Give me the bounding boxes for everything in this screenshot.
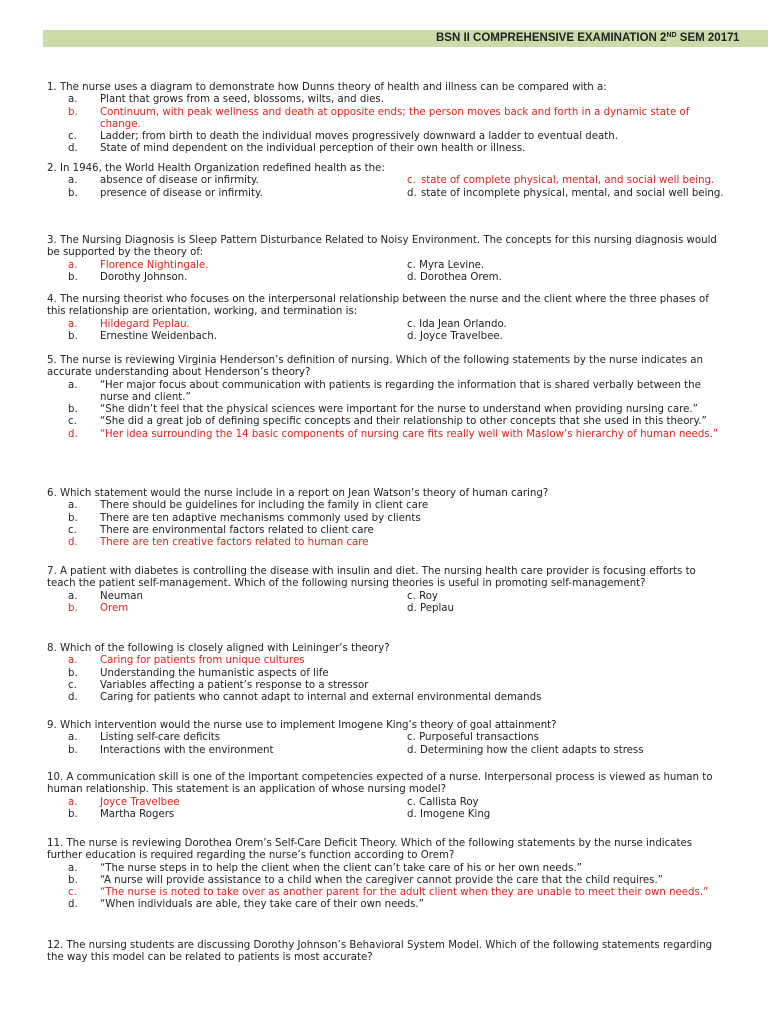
question-8 [47, 643, 727, 704]
option-a-answer: a. Florence Nightingale. [68, 259, 209, 271]
option-c: c. Ladder; from birth to death the individual moves progressively downward a ladder to eventual death. [68, 131, 618, 143]
option-b-answer: b. Continuum, with peak wellness and death at opposite ends; the person moves back and forth in a dynamic state of change. [68, 106, 690, 130]
page-number: 1 [733, 32, 740, 44]
question-3 [47, 235, 727, 284]
option-a-answer: a. Caring for patients from unique cultures [68, 655, 305, 667]
option-b: b. Ernestine Weidenbach. [68, 330, 218, 342]
option-c: c. Myra Levine. [407, 259, 485, 271]
option-d: d. Caring for patients who cannot adapt to internal and external environmental demands [68, 692, 542, 704]
option-b: b. Interactions with the environment [68, 744, 274, 756]
option-d: d. State of mind dependent on the individual perception of their own health or illness. [68, 143, 526, 155]
option-b: b. presence of disease or infirmity. [68, 187, 263, 199]
option-a-answer: a. Joyce Travelbee [68, 796, 180, 808]
option-d: d. Joyce Travelbee. [407, 330, 503, 342]
question-text: 11. The nurse is reviewing Dorothea Orem’s Self-Care Deficit Theory. Which of the following statements by the nurse indicates further education is required regarding the nurse’s function according to Orem? [47, 838, 693, 862]
option-d: d. “When individuals are able, they take care of their own needs.” [68, 899, 424, 911]
question-1 [47, 82, 727, 156]
option-a-answer: a. Hildegard Peplau. [68, 318, 190, 330]
question-text: 10. A communication skill is one of the important competencies expected of a nurse. Interpersonal process is viewed as human to human relationship. This statement is an application of whose nursing model? [47, 772, 713, 796]
option-d-answer: d. There are ten creative factors related to human care [68, 537, 369, 549]
question-text: 4. The nursing theorist who focuses on the interpersonal relationship between the nurse and the client where the three phases of this relationship are orientation, working, and termination is: [47, 294, 709, 318]
option-b: b. “A nurse will provide assistance to a child when the caregiver cannot provide the care that the child requires.” [68, 874, 663, 886]
question-10 [47, 772, 727, 821]
question-text: 3. The Nursing Diagnosis is Sleep Pattern Disturbance Related to Noisy Environment. The concepts for this nursing diagnosis would be supported by the theory of: [47, 235, 717, 259]
question-text: 6. Which statement would the nurse include in a report on Jean Watson’s theory of human caring? [47, 488, 549, 499]
option-a: a. Plant that grows from a seed, blossoms, wilts, and dies. [68, 94, 384, 106]
option-c: c. Ida Jean Orlando. [407, 318, 507, 330]
question-4 [47, 294, 727, 343]
question-text: 7. A patient with diabetes is controlling the disease with insulin and diet. The nursing health care provider is focusing efforts to teach the patient self-management. Which of the following nursing theories is useful in promoting self-management? [47, 566, 696, 590]
question-12 [47, 940, 727, 965]
option-c-answer: c. state of complete physical, mental, and social well being. [407, 175, 715, 187]
option-c: c. “She did a great job of defining specific concepts and their relationship to other concepts that she used in this theory.” [68, 416, 707, 428]
option-d: d. Determining how the client adapts to stress [407, 744, 644, 756]
option-c-answer: c. “The nurse is noted to take over as another parent for the adult client when they are unable to meet their own needs.” [68, 887, 709, 899]
option-c: c. Roy [407, 590, 438, 602]
option-d: d. Dorothea Orem. [407, 271, 502, 283]
option-b: b. Martha Rogers [68, 808, 175, 820]
option-b: b. “She didn’t feel that the physical sciences were important for the nurse to understand when providing nursing care.” [68, 404, 698, 416]
option-b-answer: b. Orem [68, 602, 129, 614]
option-d: d. Imogene King [407, 808, 491, 820]
title-superscript: ND [666, 32, 677, 39]
question-9 [47, 720, 727, 757]
header-bar [43, 30, 768, 47]
question-text: 8. Which of the following is closely aligned with Leininger’s theory? [47, 643, 390, 654]
option-b: b. Dorothy Johnson. [68, 271, 188, 283]
title-semester: SEM 2017 [676, 32, 734, 44]
question-6 [47, 488, 727, 549]
option-a: a. Neuman [68, 590, 143, 602]
option-c: c. There are environmental factors related to client care [68, 524, 374, 536]
question-text: 9. Which intervention would the nurse use to implement Imogene King’s theory of goal attainment? [47, 720, 557, 731]
option-d: d. Peplau [407, 602, 454, 614]
option-a: a. There should be guidelines for including the family in client care [68, 500, 429, 512]
option-b: b. Understanding the humanistic aspects of life [68, 667, 329, 679]
option-a: a. “The nurse steps in to help the client when the client can’t take care of his or her own needs.” [68, 862, 582, 874]
question-text: 1. The nurse uses a diagram to demonstrate how Dunns theory of health and illness can be compared with a: [47, 82, 607, 93]
option-a: a. Listing self-care deficits [68, 732, 221, 744]
option-a: a. absence of disease or infirmity. [68, 175, 259, 187]
question-text: 12. The nursing students are discussing Dorothy Johnson’s Behavioral System Model. Which of the following statements regarding the way this model can be related to patients is most accurate? [47, 940, 713, 964]
question-5 [47, 355, 727, 441]
question-text: 2. In 1946, the World Health Organization redefined health as the: [47, 163, 385, 174]
option-a: a. “Her major focus about communication with patients is regarding the information that is shared verbally between the nurse and client.” [68, 379, 701, 403]
option-c: c. Purposeful transactions [407, 732, 539, 744]
option-d-answer: d. “Her idea surrounding the 14 basic components of nursing care fits really well with Maslow’s hierarchy of human needs.” [68, 428, 719, 440]
title-main: BSN II COMPREHENSIVE EXAMINATION 2 [436, 32, 667, 44]
question-7 [47, 566, 727, 615]
option-d: d. state of incomplete physical, mental, and social well being. [407, 187, 724, 199]
question-text: 5. The nurse is reviewing Virginia Henderson’s definition of nursing. Which of the following statements by the nurse indicates an accurate understanding about Henderson’s theory? [47, 355, 703, 379]
exam-title [436, 32, 734, 44]
question-2 [47, 163, 727, 224]
option-c: c. Variables affecting a patient’s response to a stressor [68, 679, 369, 691]
option-b: b. There are ten adaptive mechanisms commonly used by clients [68, 512, 421, 524]
option-c: c. Callista Roy [407, 796, 479, 808]
question-11 [47, 838, 727, 912]
